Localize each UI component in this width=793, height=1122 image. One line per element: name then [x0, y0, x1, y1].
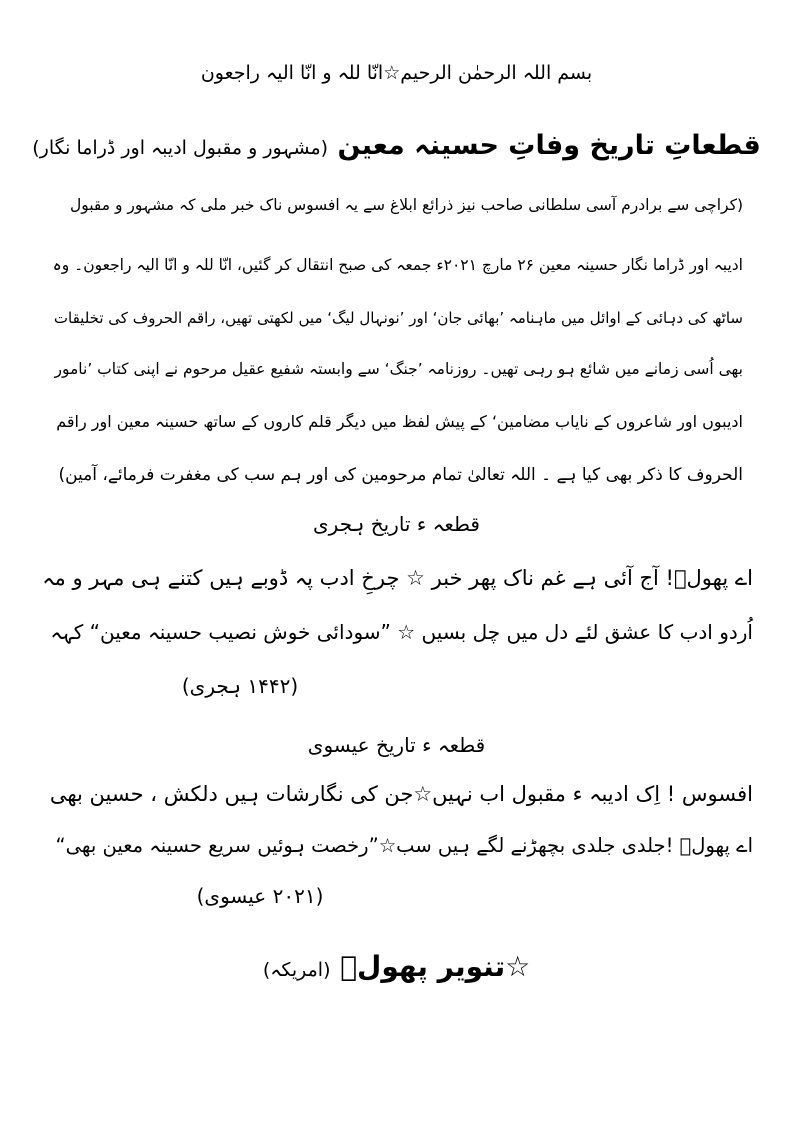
document-title — [0, 130, 793, 161]
title-subtitle: (مشہور و مقبول ادیبہ اور ڈراما نگار) — [32, 137, 329, 159]
isvi-heading: قطعہ ء تاریخ عیسوی — [307, 733, 486, 757]
hijri-heading: قطعہ ء تاریخ ہجری — [313, 512, 480, 536]
body-line-2: ادیبہ اور ڈراما نگار حسینہ معین ۲۶ مارچ ۲۰۲۱ء جمعہ کی صبح انتقال کر گئیں، انّا للہ و انّا الیہ راجعون۔ وہ — [52, 256, 743, 274]
body-line-3: ساٹھ کی دہائی کے اوائل میں ماہنامہ ’بھائی جان‘ اور ’نونہال لیگ‘ میں لکھتی تھیں، راقم الحروف کی تخلیقات — [53, 309, 743, 327]
body-line-5: ادیبوں اور شاعروں کے نایاب مضامین‘ کے پیش لفظ میں دیگر قلم کاروں کے ساتھ حسینہ معین اور راقم — [56, 412, 743, 431]
author-signature — [0, 950, 793, 983]
body-line-6: الحروف کا ذکر بھی کیا ہے ۔ اللہ تعالیٰ تمام مرحومین کی اور ہم سب کی مغفرت فرمائے، آمین) — [58, 465, 743, 485]
author-location: (امریکہ) — [262, 959, 331, 981]
isvi-verse-2: اے پھولؔ !جلدی جلدی بچھڑنے لگے ہیں سب☆”رخصت ہوئیں سریع حسینہ معین بھی“ — [55, 834, 753, 857]
isvi-verse-1: افسوس ! اِک ادیبہ ء مقبول اب نہیں☆جن کی نگارشات ہیں دلکش ، حسین بھی — [49, 782, 753, 806]
isvi-year: (۲۰۲۱ عیسوی) — [196, 884, 324, 908]
author-name: ☆تنویر پھولؔ — [340, 950, 531, 983]
hijri-verse-2: اُردو ادب کا عشق لئے دل میں چل بسیں ☆ ”سودائی خوش نصیب حسینہ معین“ کہہ — [50, 620, 753, 644]
body-line-4: بھی اُسی زمانے میں شائع ہو رہی تھیں۔ روزنامہ ’جنگ‘ سے وابستہ شفیع عقیل مرحوم نے اپنی کتاب ’نامور — [54, 360, 743, 378]
title-main: قطعاتِ تاریخ وفاتِ حسینہ معین — [337, 130, 761, 161]
hijri-verse-1: اے پھولؔ! آج آئی ہے غم ناک پھر خبر ☆ چرخِ ادب پہ ڈوبے ہیں کتنے ہی مہر و مہ — [42, 566, 753, 590]
body-line-1: (کراچی سے برادرم آسی سلطانی صاحب نیز ذرائع ابلاغ سے یہ افسوس ناک خبر ملی کہ مشہور و مقبول — [69, 196, 743, 214]
hijri-year: (۱۴۴۲ ہجری) — [181, 674, 299, 698]
bismillah-header: بسم اللہ الرحمٰن الرحیم☆انّا للہ و انّا الیہ راجعون — [200, 62, 593, 84]
